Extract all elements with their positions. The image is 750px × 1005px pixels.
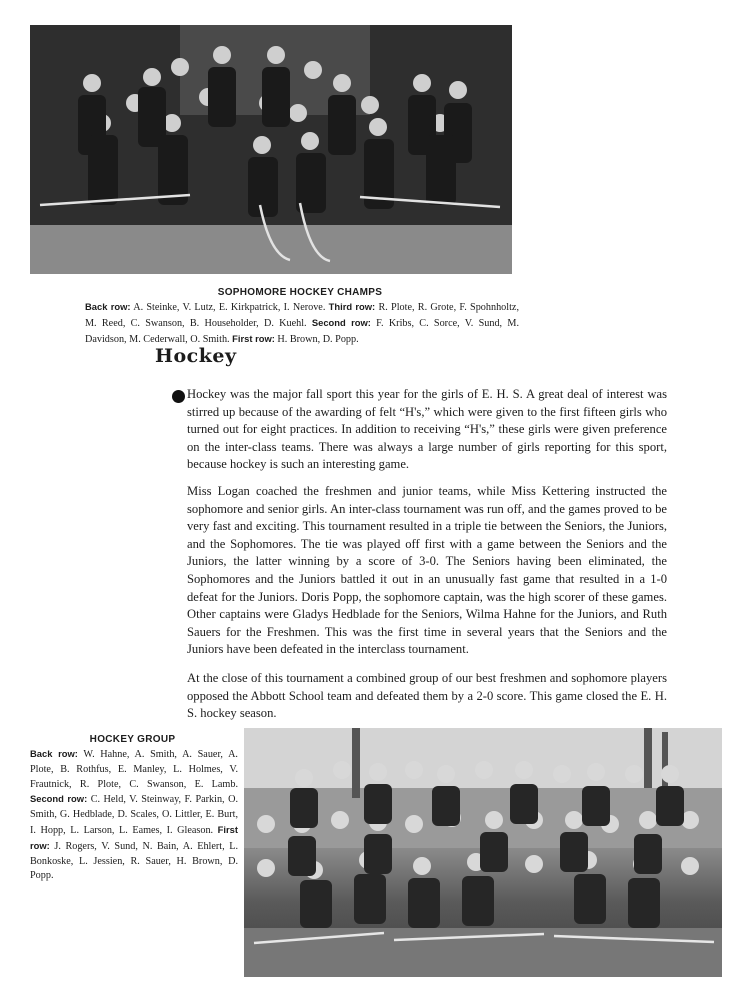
row-names: A. Steinke, V. Lutz, E. Kirkpatrick, I. Nerove. — [130, 302, 329, 313]
row-label: Second row: — [30, 793, 88, 805]
row-label: Third row: — [328, 301, 376, 312]
group-photo-illustration — [244, 728, 722, 977]
sophomore-team-photo — [30, 25, 512, 274]
caption-names — [30, 747, 238, 884]
caption-title: SOPHOMORE HOCKEY CHAMPS — [217, 287, 383, 298]
bullet-dot-icon — [172, 390, 185, 403]
row-names: F. Kribs, C. Sorce, V. Sund, M. Davidson, M. Cederwall, O. Smith. — [85, 317, 519, 345]
caption-names — [85, 300, 519, 347]
body-paragraph: Miss Logan coached the freshmen and junior teams, while Miss Kettering instructed the sophomore and senior girls. An inter-class tournament was run off, and the games proved to be very fast and exciting. This tournament resulted in a triple tie between the Seniors, the Juniors, and the Sophomores. The tie was played off first with a game between the Seniors and the Juniors, the latter winning by a score of 3-0. The Seniors having been eliminated, the Sophomores and the Juniors battled it out in an unusually fast game that resulted in a 1-0 defeat for the Juniors. Doris Popp, the sophomore captain, was the high scorer of these games. Other captains were Gladys Hedblade for the Seniors, Wilma Hahne for the Juniors, and Ruth Sauers for the Freshmen. This was the first time in several years that the Seniors and the Juniors have been defeated in the interclass tournament. — [187, 484, 667, 657]
section-heading: Hockey — [155, 345, 237, 367]
row-label: Back row: — [30, 748, 78, 759]
row-label: Back row: — [85, 301, 131, 312]
body-paragraph: Hockey was the major fall sport this year for the girls of E. H. S. A great deal of interest was stirred up because of the awarding of felt “H's,” which were given to the first fifteen girls who turned out for eight practices. In addition to receiving “H's,” these girls were given preference on the inter-class teams. There was always a large number of girls reporting for this sport, because hockey is such an interesting game. — [187, 387, 667, 472]
row-label: Second row: — [311, 316, 371, 328]
row-names: C. Held, V. Steinway, F. Parkin, O. Smith, G. Hedblade, D. Scales, O. Littler, E. Burt, I. Hopp, L. Larson, L. Eames, I. Gleason. — [30, 794, 238, 836]
caption-title: HOCKEY GROUP — [89, 734, 176, 745]
row-names: R. Plote, R. Grote, F. Spohnholtz, M. Reed, C. Swanson, B. Householder, D. Kuehl. — [85, 302, 519, 329]
body-paragraph: At the close of this tournament a combined group of our best freshmen and sophomore players opposed the Abbott School team and defeated them by a 2-0 score. This game closed the E. H. S. hockey season. — [187, 671, 667, 721]
hockey-group-photo — [244, 728, 722, 977]
row-names: W. Hahne, A. Smith, A. Sauer, A. Plote, B. Rothfus, E. Manley, L. Holmes, V. Frautnick, R. Plote, C. Swanson, E. Lamb. — [30, 749, 238, 790]
row-names: H. Brown, D. Popp. — [274, 333, 359, 345]
team-photo-illustration — [30, 25, 512, 274]
row-label: First row: — [232, 332, 275, 344]
row-label: First row: — [30, 823, 238, 851]
row-names: J. Rogers, V. Sund, N. Bain, A. Ehlert, L. Bonkoske, L. Jessien, R. Sauer, H. Brown, D. Popp. — [30, 840, 238, 882]
